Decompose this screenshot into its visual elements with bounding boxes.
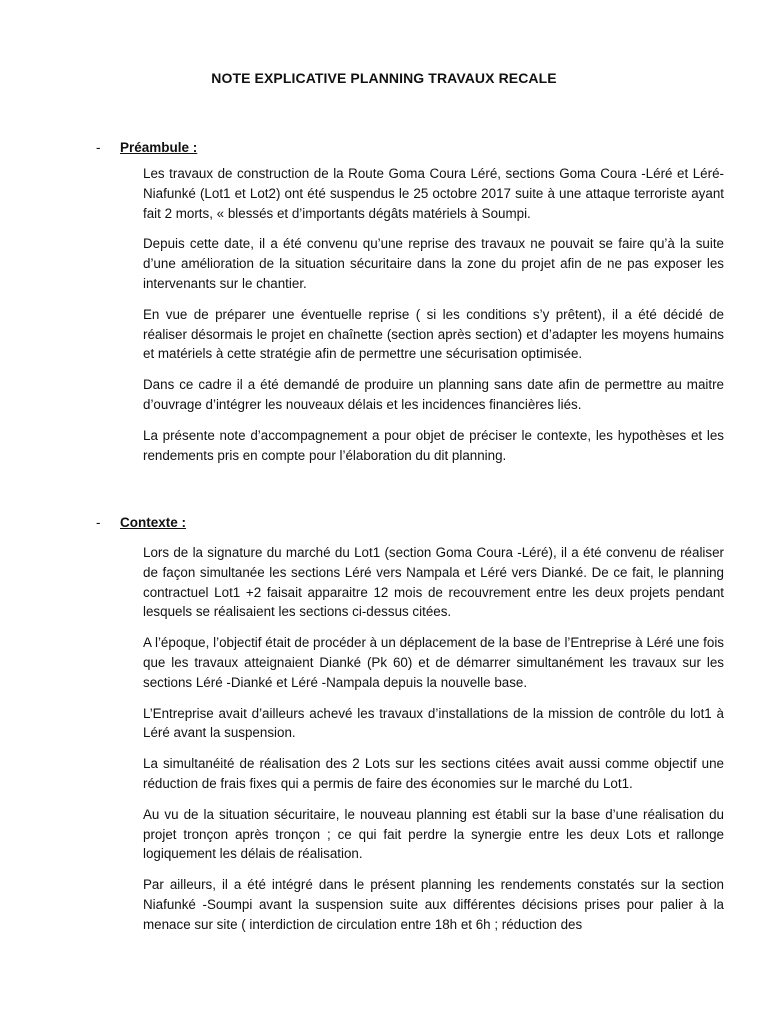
- bullet-dash: -: [96, 515, 101, 530]
- paragraph: La présente note d’accompagnement a pour objet de préciser le contexte, les hypothèses et les rendements pris en compte pour l’élaboration du dit planning.: [143, 427, 724, 463]
- section-body-contexte: [143, 543, 724, 946]
- section-heading-preambule: [96, 140, 197, 155]
- section-heading-label: Contexte :: [120, 515, 187, 530]
- paragraph: La simultanéité de réalisation des 2 Lots sur les sections citées avait aussi comme objectif une réduction de frais fixes qui a permis de faire des économies sur le marché du Lot1.: [143, 756, 724, 791]
- paragraph: En vue de préparer une éventuelle reprise ( si les conditions s’y prêtent), il a été décidé de réaliser désormais le projet en chaînette (section après section) et d’adapter les moyens humains et matériels à cette stratégie afin de permettre une sécurisation optimisée.: [143, 306, 724, 362]
- paragraph: Depuis cette date, il a été convenu qu’une reprise des travaux ne pouvait se faire qu’à la suite d’une amélioration de la situation sécuritaire dans la zone du projet afin de ne pas exposer les intervenants sur le chantier.: [143, 236, 724, 291]
- paragraph: A l’époque, l’objectif était de procéder à un déplacement de la base de l’Entreprise à Léré une fois que les travaux atteignaient Dianké (Pk 60) et de démarrer simultanément les travaux sur les sections Léré -Dianké et Léré -Nampala depuis la nouvelle base.: [143, 635, 724, 690]
- section-heading-contexte: [96, 515, 186, 530]
- section-body-preambule: [143, 164, 724, 476]
- paragraph: Lors de la signature du marché du Lot1 (section Goma Coura -Léré), il a été convenu de réaliser de façon simultanée les sections Léré vers Nampala et Léré vers Dianké. De ce fait, le planning contractuel Lot1 +2 faisait apparaitre 12 mois de recouvrement entre les deux projets pendant lesquels se réalisaient les sections ci-dessus citées.: [143, 545, 724, 620]
- section-heading-label: Préambule :: [120, 140, 198, 155]
- document-title: NOTE EXPLICATIVE PLANNING TRAVAUX RECALE: [211, 70, 557, 86]
- paragraph: Au vu de la situation sécuritaire, le nouveau planning est établi sur la base d’une réalisation du projet tronçon après tronçon ; ce qui fait perdre la synergie entre les deux Lots et rallonge logiquement les délais de réalisation.: [143, 806, 724, 862]
- paragraph: Par ailleurs, il a été intégré dans le présent planning les rendements constatés sur la section Niafunké -Soumpi avant la suspension suite aux différentes décisions prises pour palier à la menace sur site ( interdiction de circulation entre 18h et 6h ; réduction des: [143, 877, 724, 932]
- paragraph: Dans ce cadre il a été demandé de produire un planning sans date afin de permettre au maitre d’ouvrage d’intégrer les nouveaux délais et les incidences financières liés.: [143, 377, 724, 412]
- paragraph: Les travaux de construction de la Route Goma Coura Léré, sections Goma Coura -Léré et Léré-Niafunké (Lot1 et Lot2) ont été suspendus le 25 octobre 2017 suite à une attaque terroriste ayant fait 2 morts, « blessés et d’importants dégâts matériels à Soumpi.: [143, 166, 724, 221]
- bullet-dash: -: [96, 140, 101, 155]
- paragraph: L’Entreprise avait d’ailleurs achevé les travaux d’installations de la mission de contrôle du lot1 à Léré avant la suspension.: [143, 705, 724, 741]
